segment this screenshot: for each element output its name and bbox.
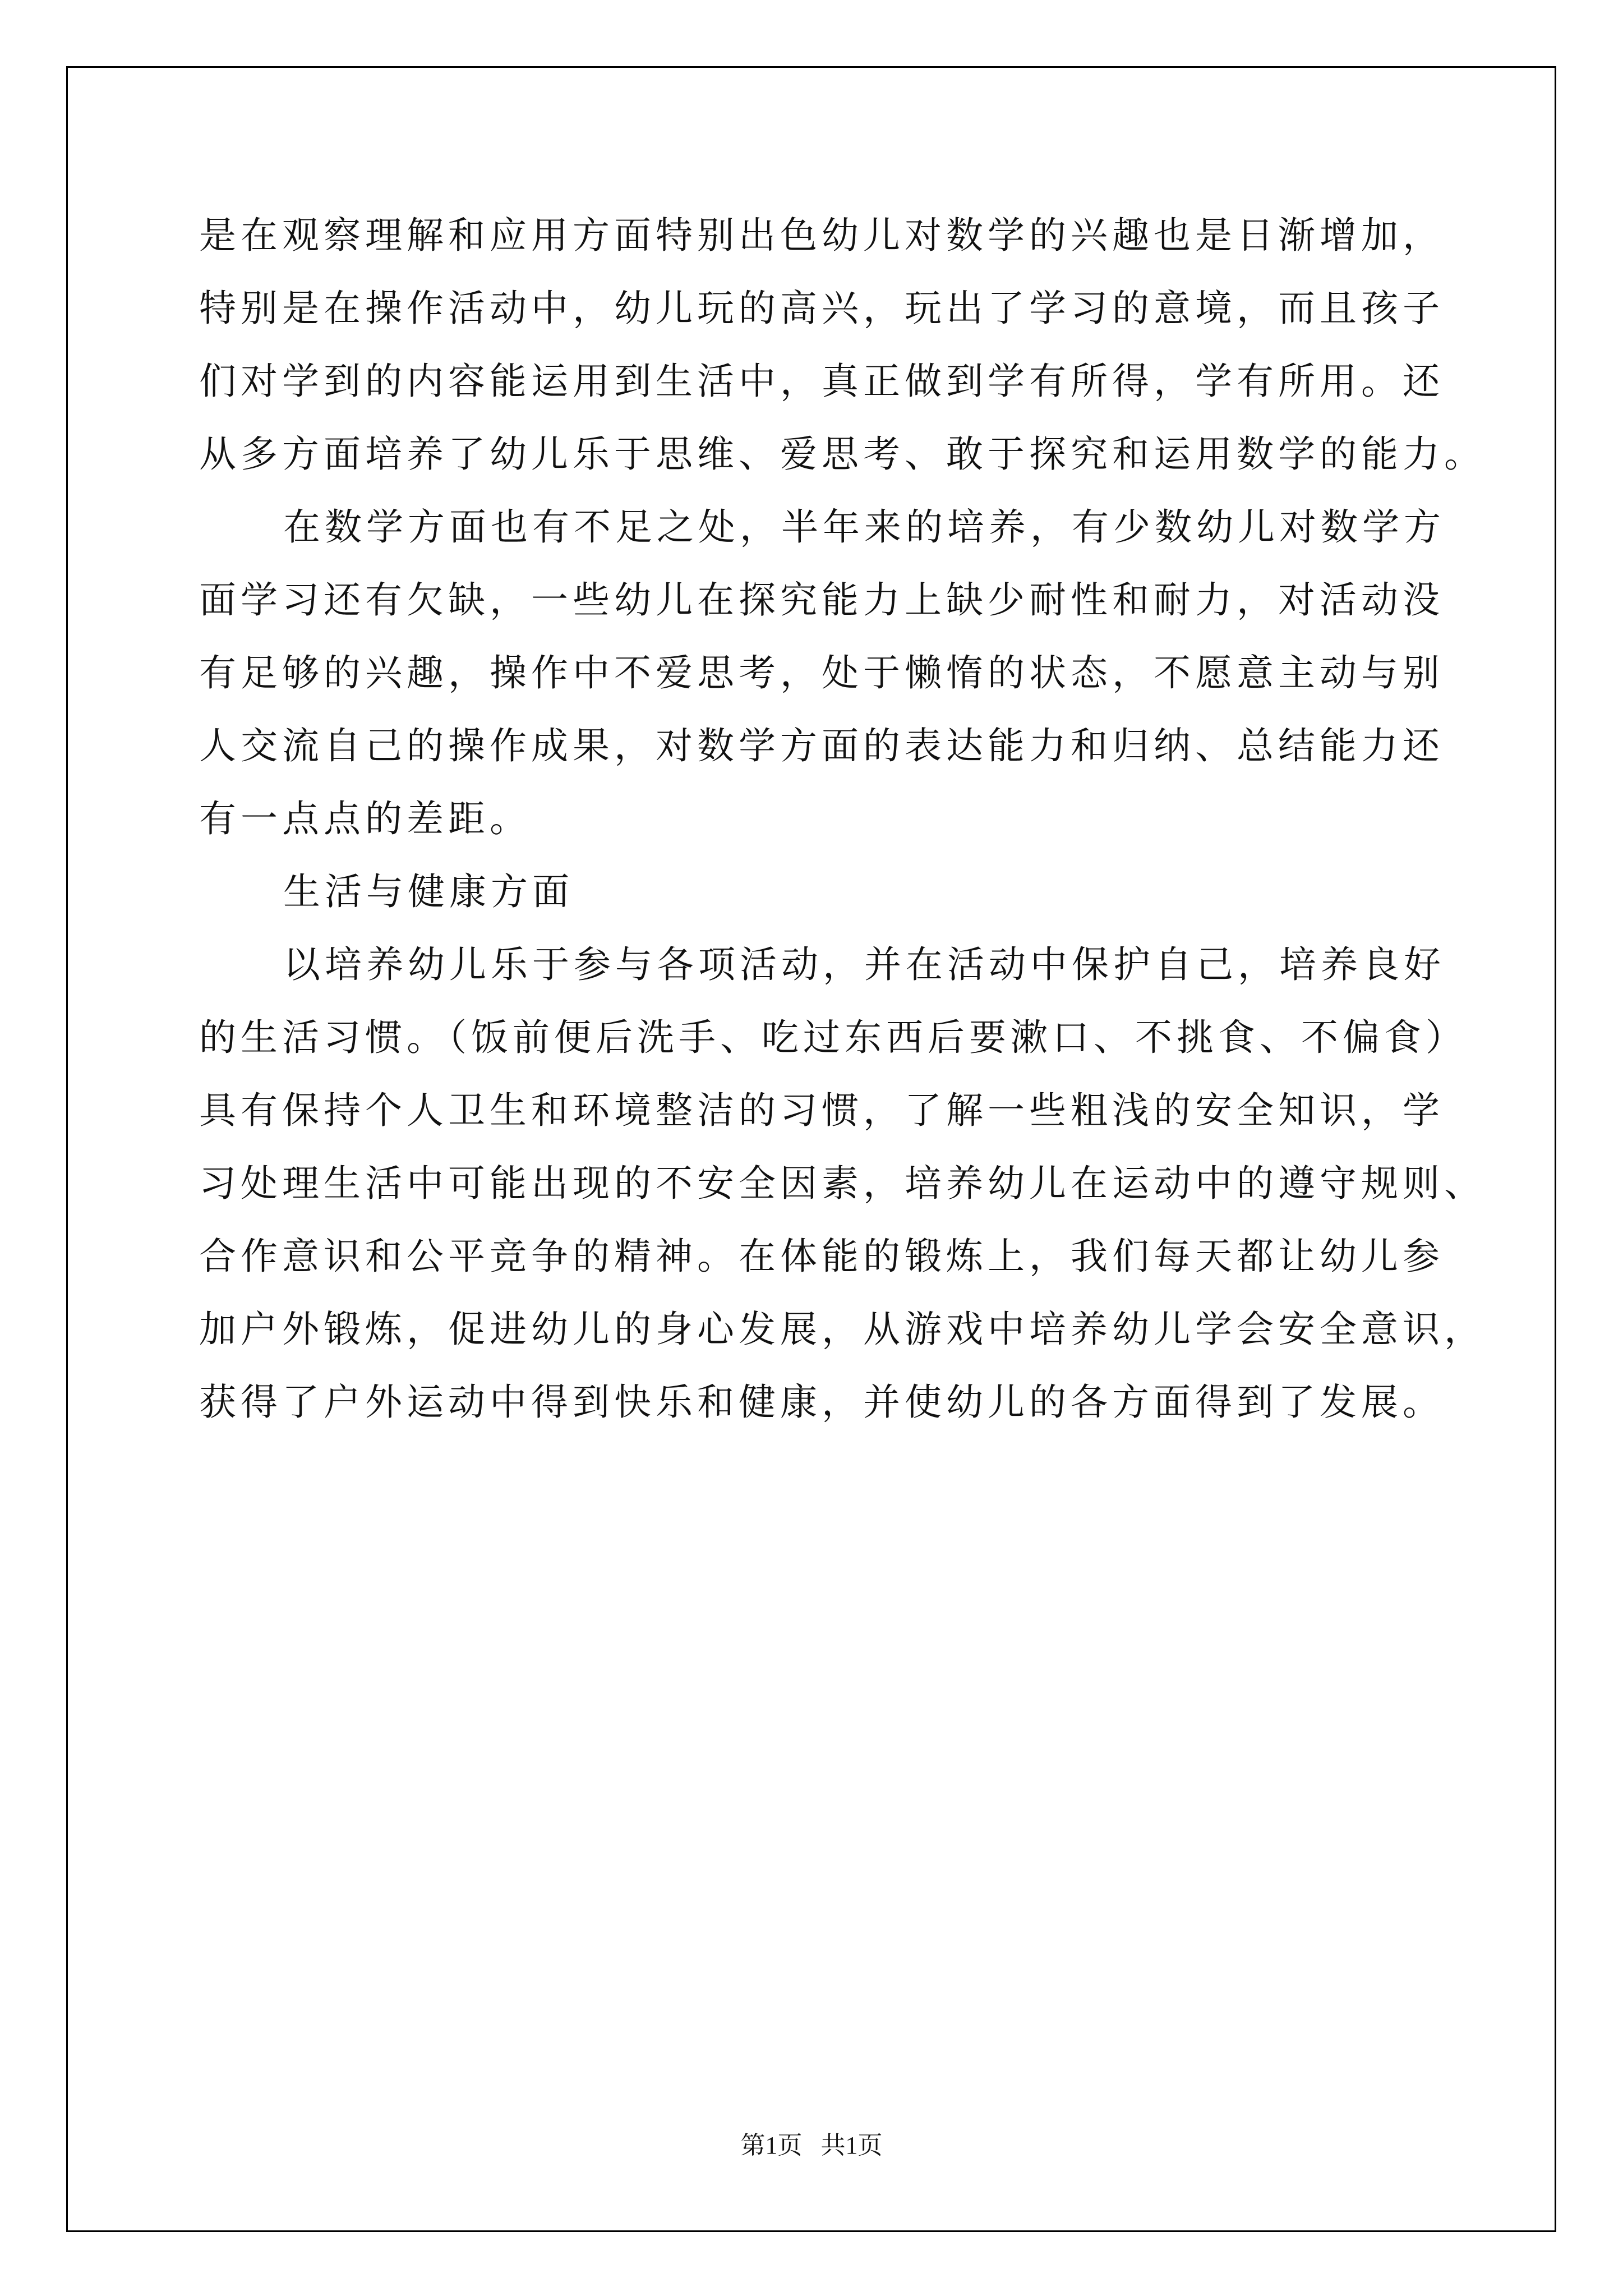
- document-body: [199, 199, 1486, 1439]
- paragraph-start-line: 在数学方面也有不足之处，半年来的培养，有少数幼儿对数学方: [283, 505, 1445, 549]
- section-heading: 生活与健康方面: [283, 870, 574, 913]
- text-line: 人交流自己的操作成果，对数学方面的表达能力和归纳、总结能力还: [199, 724, 1444, 767]
- text-line: 特别是在操作活动中，幼儿玩的高兴，玩出了学习的意境，而且孩子: [199, 287, 1444, 330]
- text-line: 是在观察理解和应用方面特别出色幼儿对数学的兴趣也是日渐增加，: [199, 214, 1444, 257]
- text-line: 获得了户外运动中得到快乐和健康，并使幼儿的各方面得到了发展。: [199, 1381, 1444, 1424]
- text-line: 的生活习惯。（饭前便后洗手、吃过东西后要漱口、不挑食、不偏食）: [199, 1016, 1467, 1059]
- text-line: 从多方面培养了幼儿乐于思维、爱思考、敢于探究和运用数学的能力。: [199, 432, 1486, 476]
- text-line: 有足够的兴趣，操作中不爱思考，处于懒惰的状态，不愿意主动与别: [199, 651, 1444, 694]
- paragraph-start-line: 以培养幼儿乐于参与各项活动，并在活动中保护自己，培养良好: [283, 943, 1445, 986]
- text-line: 们对学到的内容能运用到生活中，真正做到学有所得，学有所用。还: [199, 360, 1444, 403]
- page-number-footer: 第1页 共1页: [740, 2132, 883, 2159]
- text-line: 加户外锻炼，促进幼儿的身心发展，从游戏中培养幼儿学会安全意识，: [199, 1308, 1486, 1351]
- text-line: 有一点点的差距。: [199, 797, 531, 840]
- text-line: 习处理生活中可能出现的不安全因素，培养幼儿在运动中的遵守规则、: [199, 1162, 1486, 1205]
- text-line: 合作意识和公平竞争的精神。在体能的锻炼上，我们每天都让幼儿参: [199, 1235, 1444, 1278]
- text-line: 具有保持个人卫生和环境整洁的习惯，了解一些粗浅的安全知识，学: [199, 1089, 1444, 1132]
- text-line: 面学习还有欠缺，一些幼儿在探究能力上缺少耐性和耐力，对活动没: [199, 578, 1444, 622]
